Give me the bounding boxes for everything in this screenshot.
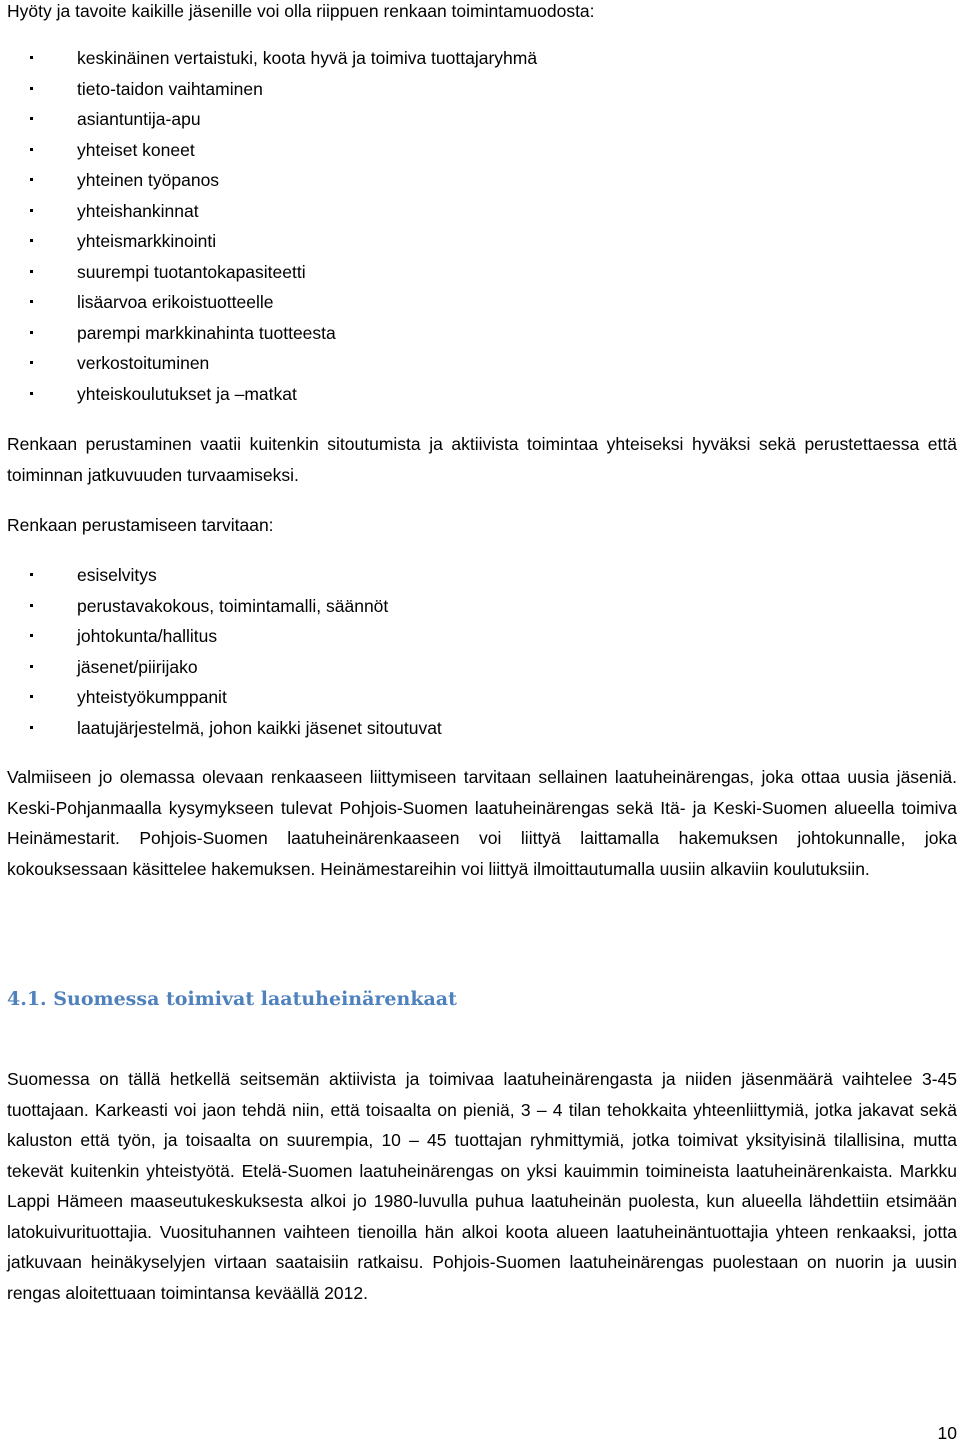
section-heading: 4.1. Suomessa toimivat laatuheinärenkaat [7,988,457,1010]
bullet-icon [30,634,33,637]
bullet-icon [30,331,33,334]
list-item-text: perustavakokous, toimintamalli, säännöt [77,595,389,616]
list-item-text: keskinäinen vertaistuki, koota hyvä ja toimiva tuottajaryhmä [77,48,538,68]
list-item-text: yhteiset koneet [77,139,195,160]
list-item-text: suurempi tuotantokapasiteetti [77,261,306,282]
requirements-list [7,560,957,743]
list-item-text: johtokunta/hallitus [77,626,218,646]
list-item [7,591,957,622]
list-item [7,104,957,135]
bullet-icon [30,604,33,607]
list-item [7,318,957,349]
bullet-icon [30,300,33,303]
list-item [7,713,957,744]
bullet-icon [30,392,33,395]
list-item-text: verkostoituminen [77,353,210,373]
bullet-icon [30,117,33,120]
intro-text: Hyöty ja tavoite kaikille jäsenille voi olla riippuen renkaan toimintamuodosta: [7,1,595,21]
list-item [7,621,957,652]
list-item-text: yhteismarkkinointi [77,231,217,251]
page-number: 10 [937,1423,957,1443]
bullet-icon [30,270,33,273]
bullet-icon [30,56,33,59]
list-item [7,135,957,166]
benefits-list [7,43,957,409]
joining-paragraph: Valmiiseen jo olemassa olevaan renkaaseen liittymiseen tarvitaan sellainen laatuheinärengas, joka ottaa uusia jäseniä. Keski-Pohjanmaalla kysymykseen tulevat Pohjois-Suomen laatuheinärengas sekä Itä- ja Keski-Suomen alueella toimiva Heinämestarit. Pohjois-Suomen laatuheinärenkaaseen voi liittyä laittamalla hakemuksen johtokunnalle, joka kokouksessaan käsittelee hakemuksen. Heinämestareihin voi liittyä ilmoittautumalla uusiin alkaviin koulutuksiin. [7,767,957,879]
list-item-text: yhteinen työpanos [77,170,220,190]
bullet-icon [30,148,33,151]
list-item-text: laatujärjestelmä, johon kaikki jäsenet sitoutuvat [77,717,442,738]
list-item [7,226,957,257]
list-item [7,43,957,74]
bullet-icon [30,573,33,576]
list-item [7,379,957,410]
commitment-paragraph: Renkaan perustaminen vaatii kuitenkin sitoutumista ja aktiivista toimintaa yhteiseksi hyväksi sekä perustettaessa että toiminnan jatkuvuuden turvaamiseksi. [7,434,957,485]
list-item [7,196,957,227]
list-item [7,165,957,196]
bullet-icon [30,361,33,364]
list-item-text: jäsenet/piirijako [77,656,198,677]
bullet-icon [30,209,33,212]
bullet-icon [30,178,33,181]
list-item [7,348,957,379]
rings-paragraph: Suomessa on tällä hetkellä seitsemän aktiivista ja toimivaa laatuheinärengasta ja niiden jäsenmäärä vaihtelee 3-45 tuottajaan. Karkeasti voi jaon tehdä niin, että toisaalta on pieniä, 3 – 4 tilan tehokkaita yhteenliittymiä, jotka jakavat sekä kaluston että työn, ja toisaalta on suurempia, 10 – 45 tuottajan ryhmittymiä, jotka toimivat yksityisinä tilallisina, mutta tekevät kuitenkin yhteistyötä. Etelä-Suomen laatuheinärengas on yksi kauimmin toimineista laatuheinärenkaista. Markku Lappi Hämeen maaseutukeskuksesta alkoi jo 1980-luvulla puhua laatuheinän puolesta, kun alueella lähdettiin etsimään latokuivurituottajia. Vuosituhannen vaihteen tienoilla hän alkoi koota alueen laatuheinäntuottajia yhteen renkaaksi, jotta jatkuvaan heinäkyselyjen virtaan saataisiin ratkaisu. Pohjois-Suomen laatuheinärengas puolestaan on nuorin ja uusin rengas aloitettuaan toimintansa keväällä 2012. [7,1069,957,1303]
list-item [7,257,957,288]
list-item-text: esiselvitys [77,565,157,585]
list-item-text: yhteistyökumppanit [77,687,227,707]
bullet-icon [30,695,33,698]
bullet-icon [30,239,33,242]
list-item-text: yhteiskoulutukset ja –matkat [77,383,297,404]
list-item [7,682,957,713]
list-item [7,560,957,591]
list-item [7,287,957,318]
list-item [7,74,957,105]
list-item-text: parempi markkinahinta tuotteesta [77,322,336,343]
list-item-text: tieto-taidon vaihtaminen [77,78,263,99]
list-item [7,652,957,683]
list-item-text: asiantuntija-apu [77,109,201,129]
bullet-icon [30,87,33,90]
requirements-intro: Renkaan perustamiseen tarvitaan: [7,515,274,535]
list-item-text: yhteishankinnat [77,200,199,221]
bullet-icon [30,726,33,729]
bullet-icon [30,665,33,668]
list-item-text: lisäarvoa erikoistuotteelle [77,292,274,312]
